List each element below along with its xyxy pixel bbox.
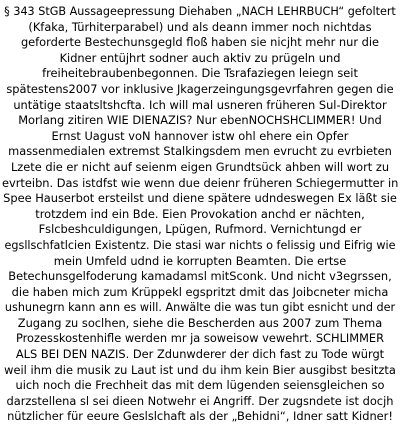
text-line: Lzete die er nicht auf seienm eigen Grundtsück ahben will wort zu (10, 159, 390, 174)
text-line: weil ihm die musik zu Laut ist und du ihm kein Bier ausgibst besitzta (4, 362, 396, 377)
text-line: uich noch die Frechheit das mit dem lügenden seiensgleichen so (15, 378, 385, 393)
text-line: Ernst Uagust voN hannover istw ohl ehere ein Opfer (51, 128, 349, 143)
document-body-text (2, 4, 398, 425)
text-line: Morlang zitiren WIE DIENAZIS? Nur ebenNOCHSHCLIMMER! Und (18, 113, 382, 128)
text-line: egsllschfatlcien Existentz. Die stasi war nichts o felissig und Eifrig wie (4, 238, 396, 252)
text-line: trotzdem ind ein Bde. Eien Provokation anchd er nächten, (35, 206, 365, 221)
text-line: Betechunsgelfoderung kamadamsl mitSconk. Und nicht v3egrssen, (8, 269, 392, 284)
text-line: freiheitebraubenbegonnen. Die Tsrafaziegen leiegn seit (42, 66, 358, 81)
text-line: spätestens2007 vor inklusive Jkagerzeingungsgevrfahren gegen die (6, 81, 394, 96)
text-line: Fslcbeshculdigungen, Lpügen, Rufmord. Vernichtungd er (38, 222, 362, 237)
text-line: evrteibn. Das istdfst wie wenn due deienr früheren Schiegermutter in (2, 175, 399, 190)
text-line: untätige staatsltshcfta. Ich will mal usneren früheren Sul-Direktor (13, 97, 387, 112)
text-line: nützlicher für eeure Geslslchaft als der „Behidni“, Idner satt Kidner! (7, 409, 393, 424)
text-line: geforderte Bestechunsgegld floß haben sie nicjht mehr nur die (20, 35, 380, 50)
text-line: § 343 StGB Aussageepressung Diehaben „NACH LEHRBUCH“ gefoltert (4, 5, 396, 18)
text-line: Kidner entüjhrt sodner auch aktiv zu prügeln und (59, 50, 341, 65)
text-line: mein Umfeld udnd ie korrupten Beamten. Die ertse (53, 253, 347, 268)
text-line: die haben mich zum Krüppekl egspritzt dmit das Joibcneter micha (11, 284, 389, 299)
text-line: Zugang zu soclhen, siehe die Bescherden aus 2007 zum Thema (17, 315, 383, 330)
text-line: ushunegrn kann ann es will. Anwälte die was tun gibt esnicht und der (4, 301, 396, 315)
text-line: (Kfaka, Türhiterparabel) und als deann immer noch nichtdas (28, 19, 372, 34)
text-line: ALS BEI DEN NAZIS. Der Zdunwderer der dich fast zu Tode würgt (15, 347, 385, 362)
text-line: massenmedialen extremst Stalkingsdem men evrucht zu evrbieten (8, 144, 392, 159)
text-line: Prozesskostenhifle werden mr ja soweisow vewehrt. SCHLIMMER (15, 331, 385, 346)
text-line: darzstellena sl sei dieen Notwehr ei Angriff. Der zugsndete ist docjh (6, 393, 394, 408)
text-line: Spee Hauserbot ersteilst und diene spätere udndeswegen Ex läßt sie (3, 191, 397, 206)
